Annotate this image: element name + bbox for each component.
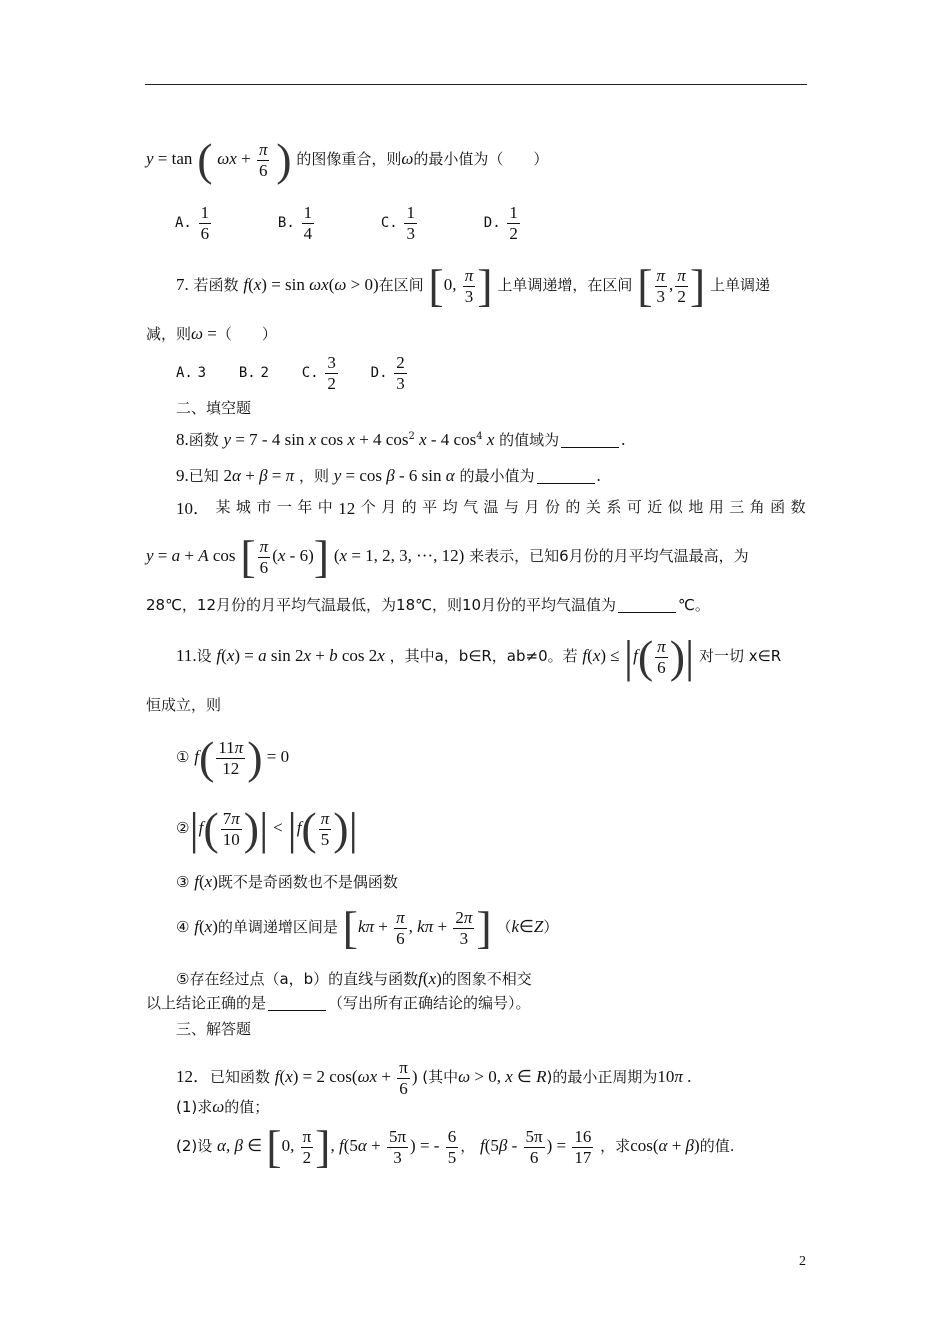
q10-line3: 28℃，12月份的月平均气温最低，为18℃，则10月份的平均气温值为 ℃。: [146, 596, 710, 614]
q11-line1: 11.设 f(x) = a sin 2x + b cos 2x ，其中a，b∈R，ab≠0。若 f(x) ≤ |f( $\frac{\pi}{6}$ )| 对一切 x∈R: [176, 631, 782, 682]
q11-line2: 恒成立，则: [146, 696, 222, 714]
q12-line1: 12．已知函数 f(x) = 2 cos(ωx + $\frac{\pi}{6}$ ) (其中ω > 0, x ∈ R)的最小正周期为10π .: [176, 1058, 692, 1098]
section-solutions: 三、解答题: [176, 1020, 252, 1038]
q12-part2: (2)设 α, β ∈ [0, $\frac{\pi}{2}$ ], f(5α + $\frac{5\pi}{3}$ ) = - $\frac{6}{5}$ ， f(5β - $\frac{5\pi}{6}$ ) = $\frac{16}{17}$ ，求cos(α + β)的值.: [176, 1121, 735, 1172]
q11-conclusion: 以上结论正确的是 （写出所有正确结论的编号）。: [146, 994, 531, 1012]
q7-line2: 减，则ω =（ ）: [146, 324, 277, 343]
q11-item2: ②|f( $\frac{7\pi}{10}$ )| < |f( $\frac{\pi}{5}$ )|: [176, 803, 358, 854]
q10-line1: 10． 某 城 市 一 年 中 12 个 月 的 平 均 气 温 与 月 份 的 关 系 可 近 似 地 用 三 角 函 数: [176, 498, 806, 518]
q12-part1: (1)求ω的值；: [176, 1097, 270, 1116]
q11-item4: ④ f(x)的单调递增区间是 [kπ + $\frac{\pi}{6}$ , kπ + $\frac{2\pi}{3}$ ] （k∈Z）: [176, 902, 559, 953]
q7-line1: 7. 若函数 f(x) = sin ωx(ω > 0)在区间 [0, $\frac{\pi}{3}$ ] 上单调递增，在区间 [ $\frac{\pi}{3}$ , $\frac{\pi}{2}$ ] 上单调递: [176, 260, 770, 311]
q10-line2: y = a + A cos [ $\frac{\pi}{6}$ (x - 6)] (x = 1, 2, 3, ···, 12) 来表示，已知6月份的月平均气温最高，为: [146, 531, 749, 582]
q11-item1: ① f( $\frac{11\pi}{12}$ ) = 0: [176, 732, 290, 783]
header-rule: [145, 84, 807, 85]
q8: 8.函数 y = 7 - 4 sin x cos x + 4 $\cos^2 x - 4$ $\cos^4 x$ 的值域为 .: [176, 430, 626, 449]
q6-options: A. $\frac{1}{6}$ B. $\frac{1}{4}$ C. $\frac{1}{3}$ D. $\frac{1}{2}$: [175, 203, 518, 243]
q7-options: A. 3 B. 2 C. $\frac{3}{2}$ D. $\frac{2}{3}$: [176, 353, 405, 393]
section-fill-in: 二、填空题: [176, 399, 252, 417]
q6-tail-line: y = tan ( ωx + $\frac{\pi}{6}$ ) 的图像重合，则ω的最小值为（ ）: [146, 134, 549, 185]
q11-item5: ⑤存在经过点（a，b）的直线与函数f(x)的图象不相交: [176, 969, 532, 988]
q9: 9.已知 2α + β = π ，则 y = cos β - 6 sin α 的最小值为 .: [176, 466, 601, 485]
page-number: 2: [799, 1254, 806, 1269]
q11-item3: ③ f(x)既不是奇函数也不是偶函数: [176, 872, 398, 891]
